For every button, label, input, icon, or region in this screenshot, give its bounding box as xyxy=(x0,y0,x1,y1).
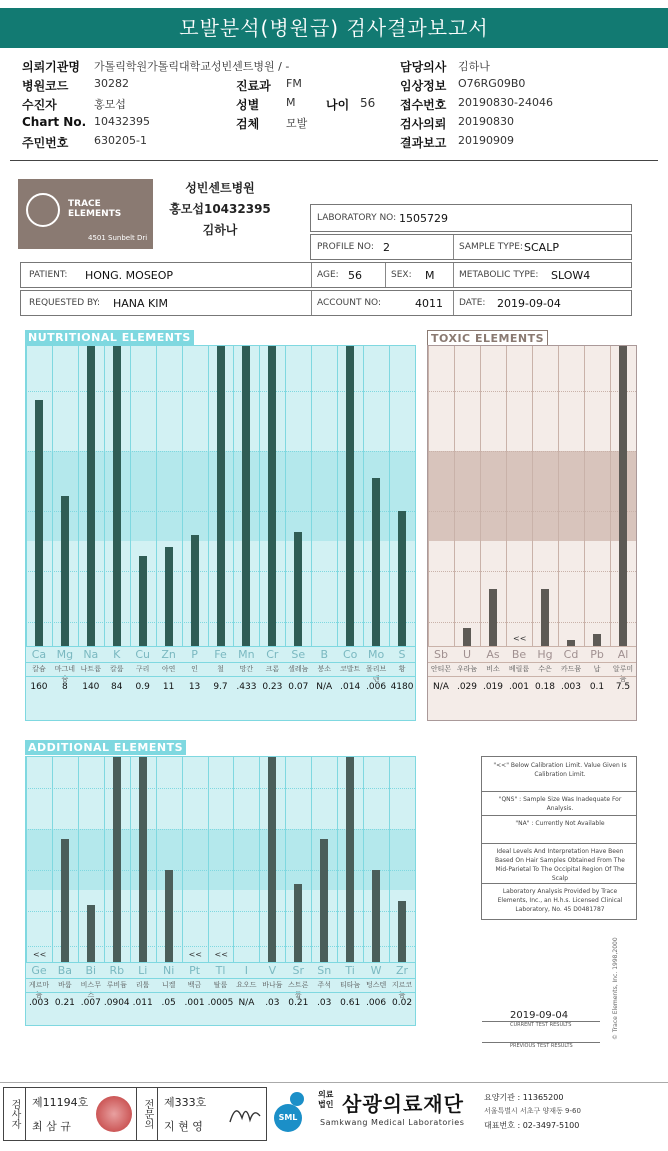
element-value: .03 xyxy=(265,998,280,1008)
profile-box: PROFILE NO: 2 SAMPLE TYPE: SCALP xyxy=(310,234,632,260)
element-symbol: Co xyxy=(342,648,358,661)
stamp-doctor: 김하나 xyxy=(202,223,238,237)
age-label: 나이 xyxy=(326,98,350,112)
element-name: 황 xyxy=(398,665,406,673)
element-name: 알루미늄 xyxy=(612,665,634,683)
element-symbol: Ba xyxy=(57,964,73,977)
element-name: 요오드 xyxy=(236,981,257,989)
element-value: .007 xyxy=(80,998,101,1008)
element-symbol: Mn xyxy=(238,648,255,661)
result-bar xyxy=(165,870,173,962)
element-name: 주석 xyxy=(317,981,331,989)
element-name: 마그네슘 xyxy=(54,665,76,683)
element-name: 바륨 xyxy=(58,981,72,989)
info-label: Chart No. xyxy=(22,115,87,129)
column-divider xyxy=(208,757,209,962)
column-divider xyxy=(558,346,559,646)
element-symbol: P xyxy=(191,648,198,661)
stamp-hospital: 성빈센트병원 xyxy=(185,181,255,195)
info-label: 병원코드 xyxy=(22,79,69,93)
column-divider xyxy=(389,346,390,646)
trace-logo xyxy=(18,179,153,249)
account-no: 4011 xyxy=(415,297,443,310)
result-bar xyxy=(346,346,354,646)
legend-divider xyxy=(482,815,636,816)
element-symbol: Bi xyxy=(85,964,97,977)
column-divider xyxy=(156,346,157,646)
element-symbol: V xyxy=(268,964,277,977)
element-symbol: Ni xyxy=(162,964,175,977)
element-name: 칼륨 xyxy=(109,665,124,673)
info-value: O76RG09B0 xyxy=(458,77,526,90)
previous-label: PREVIOUS TEST RESULTS xyxy=(510,1043,573,1049)
column-divider xyxy=(130,757,131,962)
seal-stamp xyxy=(96,1096,132,1132)
element-value: 160 xyxy=(30,682,48,692)
info-label: 접수번호 xyxy=(400,98,447,112)
element-value: .0005 xyxy=(207,998,234,1008)
element-value: 0.18 xyxy=(534,682,556,692)
element-symbol: Hg xyxy=(537,648,553,661)
element-symbol: Pb xyxy=(590,648,604,661)
hospital-stamp xyxy=(160,178,280,241)
element-value: 0.9 xyxy=(135,682,150,692)
column-divider xyxy=(311,757,312,962)
element-name: 철 xyxy=(217,665,224,673)
result-bar xyxy=(61,839,69,962)
info-value: 20190830 xyxy=(458,115,514,128)
org-name: 삼광의료재단 xyxy=(342,1092,464,1116)
element-value: 4180 xyxy=(390,682,414,692)
form-date: 2019-09-04 xyxy=(497,297,561,310)
row-line xyxy=(26,992,415,993)
column-divider xyxy=(104,346,105,646)
element-name: 수은 xyxy=(538,665,552,673)
result-bar xyxy=(191,535,199,646)
element-name: 베릴륨 xyxy=(508,665,530,673)
element-name: 몰리브덴 xyxy=(365,665,387,683)
result-bar xyxy=(268,346,276,646)
element-name: 우라늄 xyxy=(456,665,478,673)
result-bar xyxy=(398,511,406,646)
axis-line xyxy=(26,962,415,963)
element-name: 코발트 xyxy=(340,665,361,673)
element-name: 리튬 xyxy=(135,981,150,989)
column-divider xyxy=(389,757,390,962)
info-label: 의뢰기관명 xyxy=(22,60,80,74)
result-bar xyxy=(372,478,380,646)
result-bar xyxy=(139,757,147,962)
result-bar xyxy=(398,901,406,963)
element-value: 8 xyxy=(62,682,68,692)
legend-divider xyxy=(482,843,636,844)
requested-by: HANA KIM xyxy=(113,297,168,310)
element-name: 카드뮴 xyxy=(560,665,582,673)
inspector-name: 최 삼 규 xyxy=(32,1120,71,1133)
org-tag: 의료법인 xyxy=(318,1090,334,1109)
column-divider xyxy=(506,346,507,646)
element-value: .433 xyxy=(236,682,257,692)
axis-line xyxy=(428,646,636,647)
element-symbol: Zn xyxy=(161,648,176,661)
result-bar xyxy=(139,556,147,646)
result-bar xyxy=(489,589,497,646)
form-sex: M xyxy=(425,269,435,282)
normal-range-band xyxy=(26,829,415,891)
globe-icon xyxy=(26,193,60,227)
column-divider xyxy=(130,346,131,646)
element-name: 비소 xyxy=(486,665,500,673)
divider xyxy=(10,160,658,161)
element-value: .006 xyxy=(366,998,387,1008)
sml-logo: SML xyxy=(272,1092,308,1132)
row-line xyxy=(26,676,415,677)
row-line xyxy=(26,978,415,979)
element-value: 0.1 xyxy=(589,682,605,692)
info-value: 모발 xyxy=(286,117,308,130)
current-label: CURRENT TEST RESULTS xyxy=(510,1022,572,1028)
result-bar xyxy=(217,346,225,646)
element-name: 바나듐 xyxy=(262,981,283,989)
toxic-chart xyxy=(427,345,637,721)
column-divider xyxy=(337,757,338,962)
org-address: 서울특별시 서초구 양재동 9-60 xyxy=(484,1107,581,1115)
gridline xyxy=(26,788,415,789)
column-divider xyxy=(337,346,338,646)
element-name: 구리 xyxy=(135,665,150,673)
legend-divider xyxy=(482,883,636,884)
element-name: 텅스텐 xyxy=(365,981,387,989)
element-value: .05 xyxy=(161,998,176,1008)
specialist-name: 지 현 영 xyxy=(164,1120,203,1133)
element-value: 11 xyxy=(162,682,175,692)
info-value: 30282 xyxy=(94,77,129,90)
element-name: 루비듐 xyxy=(106,981,127,989)
element-symbol: Cr xyxy=(266,648,279,661)
legend-note: Ideal Levels And Interpretation Have Been Based On Hair Samples Obtained From The Mid-Parietal To The Occipital Region Of The Scalp xyxy=(495,848,625,882)
element-name: 티타늄 xyxy=(340,981,361,989)
info-label: 주민번호 xyxy=(22,136,69,150)
result-bar xyxy=(165,547,173,646)
column-divider xyxy=(428,346,429,646)
info-label: 진료과 xyxy=(236,79,271,93)
element-name: 비스무스 xyxy=(80,981,101,999)
element-symbol: W xyxy=(370,964,382,977)
column-divider xyxy=(285,346,286,646)
metabolic-type: SLOW4 xyxy=(551,269,591,282)
element-symbol: Mg xyxy=(56,648,74,661)
inspector-tag: 검사자 xyxy=(4,1088,26,1140)
element-symbol: Na xyxy=(83,648,99,661)
element-symbol: Rb xyxy=(109,964,125,977)
info-value: M xyxy=(286,96,296,109)
element-name: 아연 xyxy=(161,665,176,673)
lab-no-box: LABORATORY NO: 1505729 xyxy=(310,204,632,232)
element-symbol: Ge xyxy=(31,964,47,977)
element-name: 셀레늄 xyxy=(288,665,309,673)
specialist-no: 제333호 xyxy=(164,1096,207,1109)
element-symbol: S xyxy=(398,648,406,661)
additional-heading: ADDITIONAL ELEMENTS xyxy=(25,740,186,755)
gridline xyxy=(26,946,415,947)
column-divider xyxy=(26,757,27,962)
below-limit-mark: << xyxy=(32,950,47,959)
element-value: .0904 xyxy=(103,998,130,1008)
element-symbol: Fe xyxy=(214,648,227,661)
element-name: 탈륨 xyxy=(213,981,228,989)
element-value: 7.5 xyxy=(615,682,631,692)
legend-divider xyxy=(482,791,636,792)
result-bar xyxy=(35,400,43,646)
column-divider xyxy=(78,757,79,962)
element-symbol: Ti xyxy=(345,964,355,977)
patient-name: HONG. MOSEOP xyxy=(85,269,174,282)
element-value: N/A xyxy=(433,682,449,692)
element-symbol: Mo xyxy=(367,648,385,661)
element-symbol: Ca xyxy=(31,648,47,661)
element-value: .029 xyxy=(456,682,478,692)
profile-no: 2 xyxy=(383,241,390,254)
info-value: FM xyxy=(286,77,302,90)
element-value: N/A xyxy=(316,682,333,692)
element-value: .019 xyxy=(482,682,504,692)
element-name: 안티몬 xyxy=(430,665,452,673)
legend-box xyxy=(481,756,637,920)
column-divider xyxy=(182,346,183,646)
nutritional-heading: NUTRITIONAL ELEMENTS xyxy=(25,330,194,345)
column-divider xyxy=(285,757,286,962)
column-divider xyxy=(259,346,260,646)
element-name: 인 xyxy=(191,665,198,673)
element-symbol: As xyxy=(486,648,500,661)
element-value: .003 xyxy=(560,682,582,692)
element-value: .006 xyxy=(366,682,387,692)
element-symbol: Sn xyxy=(317,964,332,977)
info-value: 20190909 xyxy=(458,134,514,147)
info-value: 20190830-24046 xyxy=(458,96,553,109)
patient-box: PATIENT: HONG. MOSEOP AGE: 56 SEX: M METABOLIC TYPE: SLOW4 xyxy=(20,262,632,288)
element-value: 0.02 xyxy=(392,998,413,1008)
element-value: 0.21 xyxy=(54,998,75,1008)
info-label: 결과보고 xyxy=(400,136,447,150)
test-date: 2019-09-04 xyxy=(510,1010,569,1021)
report-title: 모발분석(병원급) 검사결과보고서 xyxy=(0,8,668,48)
element-value: 140 xyxy=(82,682,100,692)
legend-note: "QNS" : Sample Size Was Inadequate For Analysis. xyxy=(498,796,622,812)
element-name: 스트론튬 xyxy=(288,981,309,999)
signature xyxy=(226,1098,262,1130)
info-value: 김하나 xyxy=(458,60,490,73)
column-divider xyxy=(208,346,209,646)
column-divider xyxy=(363,346,364,646)
column-divider xyxy=(532,346,533,646)
element-value: .003 xyxy=(28,998,49,1008)
element-value: 13 xyxy=(188,682,201,692)
element-symbol: Zr xyxy=(395,964,409,977)
info-value: 630205-1 xyxy=(94,134,147,147)
column-divider xyxy=(26,346,27,646)
element-value: 0.61 xyxy=(340,998,361,1008)
gridline xyxy=(26,829,415,830)
legend-note: "NA" : Currently Not Available xyxy=(515,820,605,827)
logo-address: 4501 Sunbelt Dri xyxy=(88,234,148,242)
column-divider xyxy=(454,346,455,646)
result-bar xyxy=(320,839,328,962)
result-bar xyxy=(61,496,69,646)
element-name: 지르코늄 xyxy=(391,981,413,999)
info-value: 10432395 xyxy=(94,115,150,128)
below-limit-mark: << xyxy=(513,634,527,643)
element-value: .001 xyxy=(184,998,205,1008)
element-symbol: B xyxy=(320,648,328,661)
column-divider xyxy=(233,346,234,646)
element-symbol: Se xyxy=(291,648,306,661)
gridline xyxy=(26,911,415,912)
element-value: .03 xyxy=(317,998,332,1008)
result-bar xyxy=(463,628,471,646)
element-value: N/A xyxy=(238,998,255,1008)
element-symbol: Al xyxy=(617,648,629,661)
element-name: 크롬 xyxy=(265,665,280,673)
inspector-no: 제11194호 xyxy=(32,1096,89,1109)
toxic-heading: TOXIC ELEMENTS xyxy=(427,330,548,347)
column-divider xyxy=(480,346,481,646)
element-name: 니켈 xyxy=(161,981,176,989)
element-symbol: K xyxy=(113,648,121,661)
row-line xyxy=(428,662,636,663)
result-bar xyxy=(113,757,121,962)
lab-no: 1505729 xyxy=(399,212,448,225)
info-value: 가톨릭학원가톨릭대학교성빈센트병원 / - xyxy=(94,60,290,73)
info-label: 검체 xyxy=(236,117,260,131)
axis-line xyxy=(26,646,415,647)
column-divider xyxy=(104,757,105,962)
info-label: 수진자 xyxy=(22,98,57,112)
element-name: 납 xyxy=(593,665,601,673)
form-age: 56 xyxy=(348,269,362,282)
row-line xyxy=(26,662,415,663)
element-symbol: Pt xyxy=(189,964,201,977)
element-symbol: Sr xyxy=(292,964,305,977)
result-bar xyxy=(593,634,601,646)
copyright: © Trace Elements, Inc. 1998,2000 xyxy=(612,937,619,1040)
info-label: 임상정보 xyxy=(400,79,447,93)
legend-note: "<<" Below Calibration Limit. Value Given Is Calibration Limit. xyxy=(493,762,627,778)
element-name: 칼슘 xyxy=(32,665,46,673)
column-divider xyxy=(259,757,260,962)
column-divider xyxy=(610,346,611,646)
info-label: 성별 xyxy=(236,98,260,112)
result-bar xyxy=(541,589,549,646)
element-symbol: I xyxy=(244,964,249,977)
info-label: 검사의뢰 xyxy=(400,117,447,131)
element-symbol: U xyxy=(462,648,472,661)
element-value: 0.07 xyxy=(288,682,309,692)
stamp-patient: 홍모섭10432395 xyxy=(169,202,271,216)
org-code: 요양기관 : 11365200 xyxy=(484,1093,564,1102)
footer-rule xyxy=(0,1082,668,1083)
element-value: .011 xyxy=(132,998,153,1008)
legend-note: Laboratory Analysis Provided by Trace Elements, Inc., an H.h.s. Licensed Clinical Laboratory, No. 45 D0481787 xyxy=(497,888,623,913)
result-bar xyxy=(346,757,354,962)
column-divider xyxy=(52,757,53,962)
row-line xyxy=(428,676,636,677)
below-limit-mark: << xyxy=(214,950,228,959)
result-bar xyxy=(87,346,95,646)
element-symbol: Tl xyxy=(215,964,226,977)
below-limit-mark: << xyxy=(188,950,202,959)
logo-text: TRACE ELEMENTS xyxy=(68,199,122,219)
element-name: 게르마늄 xyxy=(28,981,50,999)
info-value: 홍모섭 xyxy=(94,98,126,111)
result-bar xyxy=(294,884,302,962)
info-label: 담당의사 xyxy=(400,60,447,74)
column-divider xyxy=(156,757,157,962)
additional-chart xyxy=(25,756,416,1026)
specialist-tag: 전문의 xyxy=(136,1088,158,1140)
element-value: 84 xyxy=(111,682,123,692)
column-divider xyxy=(363,757,364,962)
result-bar xyxy=(268,757,276,962)
result-bar xyxy=(113,346,121,646)
org-phone: 대표번호 : 02-3497-5100 xyxy=(484,1121,580,1130)
sample-type: SCALP xyxy=(524,241,559,254)
age-value: 56 xyxy=(360,96,376,110)
column-divider xyxy=(311,346,312,646)
element-symbol: Li xyxy=(138,964,148,977)
result-bar xyxy=(619,346,627,646)
column-divider xyxy=(52,346,53,646)
element-name: 나트륨 xyxy=(80,665,101,673)
column-divider xyxy=(233,757,234,962)
element-value: 0.21 xyxy=(288,998,309,1008)
column-divider xyxy=(182,757,183,962)
element-value: 9.7 xyxy=(213,682,228,692)
element-symbol: Cu xyxy=(135,648,150,661)
element-symbol: Cd xyxy=(563,648,579,661)
org-english: Samkwang Medical Laboratories xyxy=(320,1118,465,1127)
element-symbol: Be xyxy=(511,648,527,661)
result-bar xyxy=(372,870,380,962)
element-name: 망간 xyxy=(239,665,254,673)
result-bar xyxy=(242,346,250,646)
element-value: .014 xyxy=(340,682,361,692)
request-box: REQUESTED BY: HANA KIM ACCOUNT NO: 4011 DATE: 2019-09-04 xyxy=(20,290,632,316)
column-divider xyxy=(584,346,585,646)
element-name: 붕소 xyxy=(317,665,331,673)
gridline xyxy=(26,870,415,871)
element-name: 백금 xyxy=(187,981,202,989)
element-value: .001 xyxy=(508,682,530,692)
element-value: 0.23 xyxy=(262,682,283,692)
signature-box xyxy=(3,1087,267,1141)
nutritional-chart xyxy=(25,345,416,721)
result-bar xyxy=(87,905,95,962)
result-bar xyxy=(294,532,302,646)
element-symbol: Sb xyxy=(434,648,448,661)
column-divider xyxy=(78,346,79,646)
